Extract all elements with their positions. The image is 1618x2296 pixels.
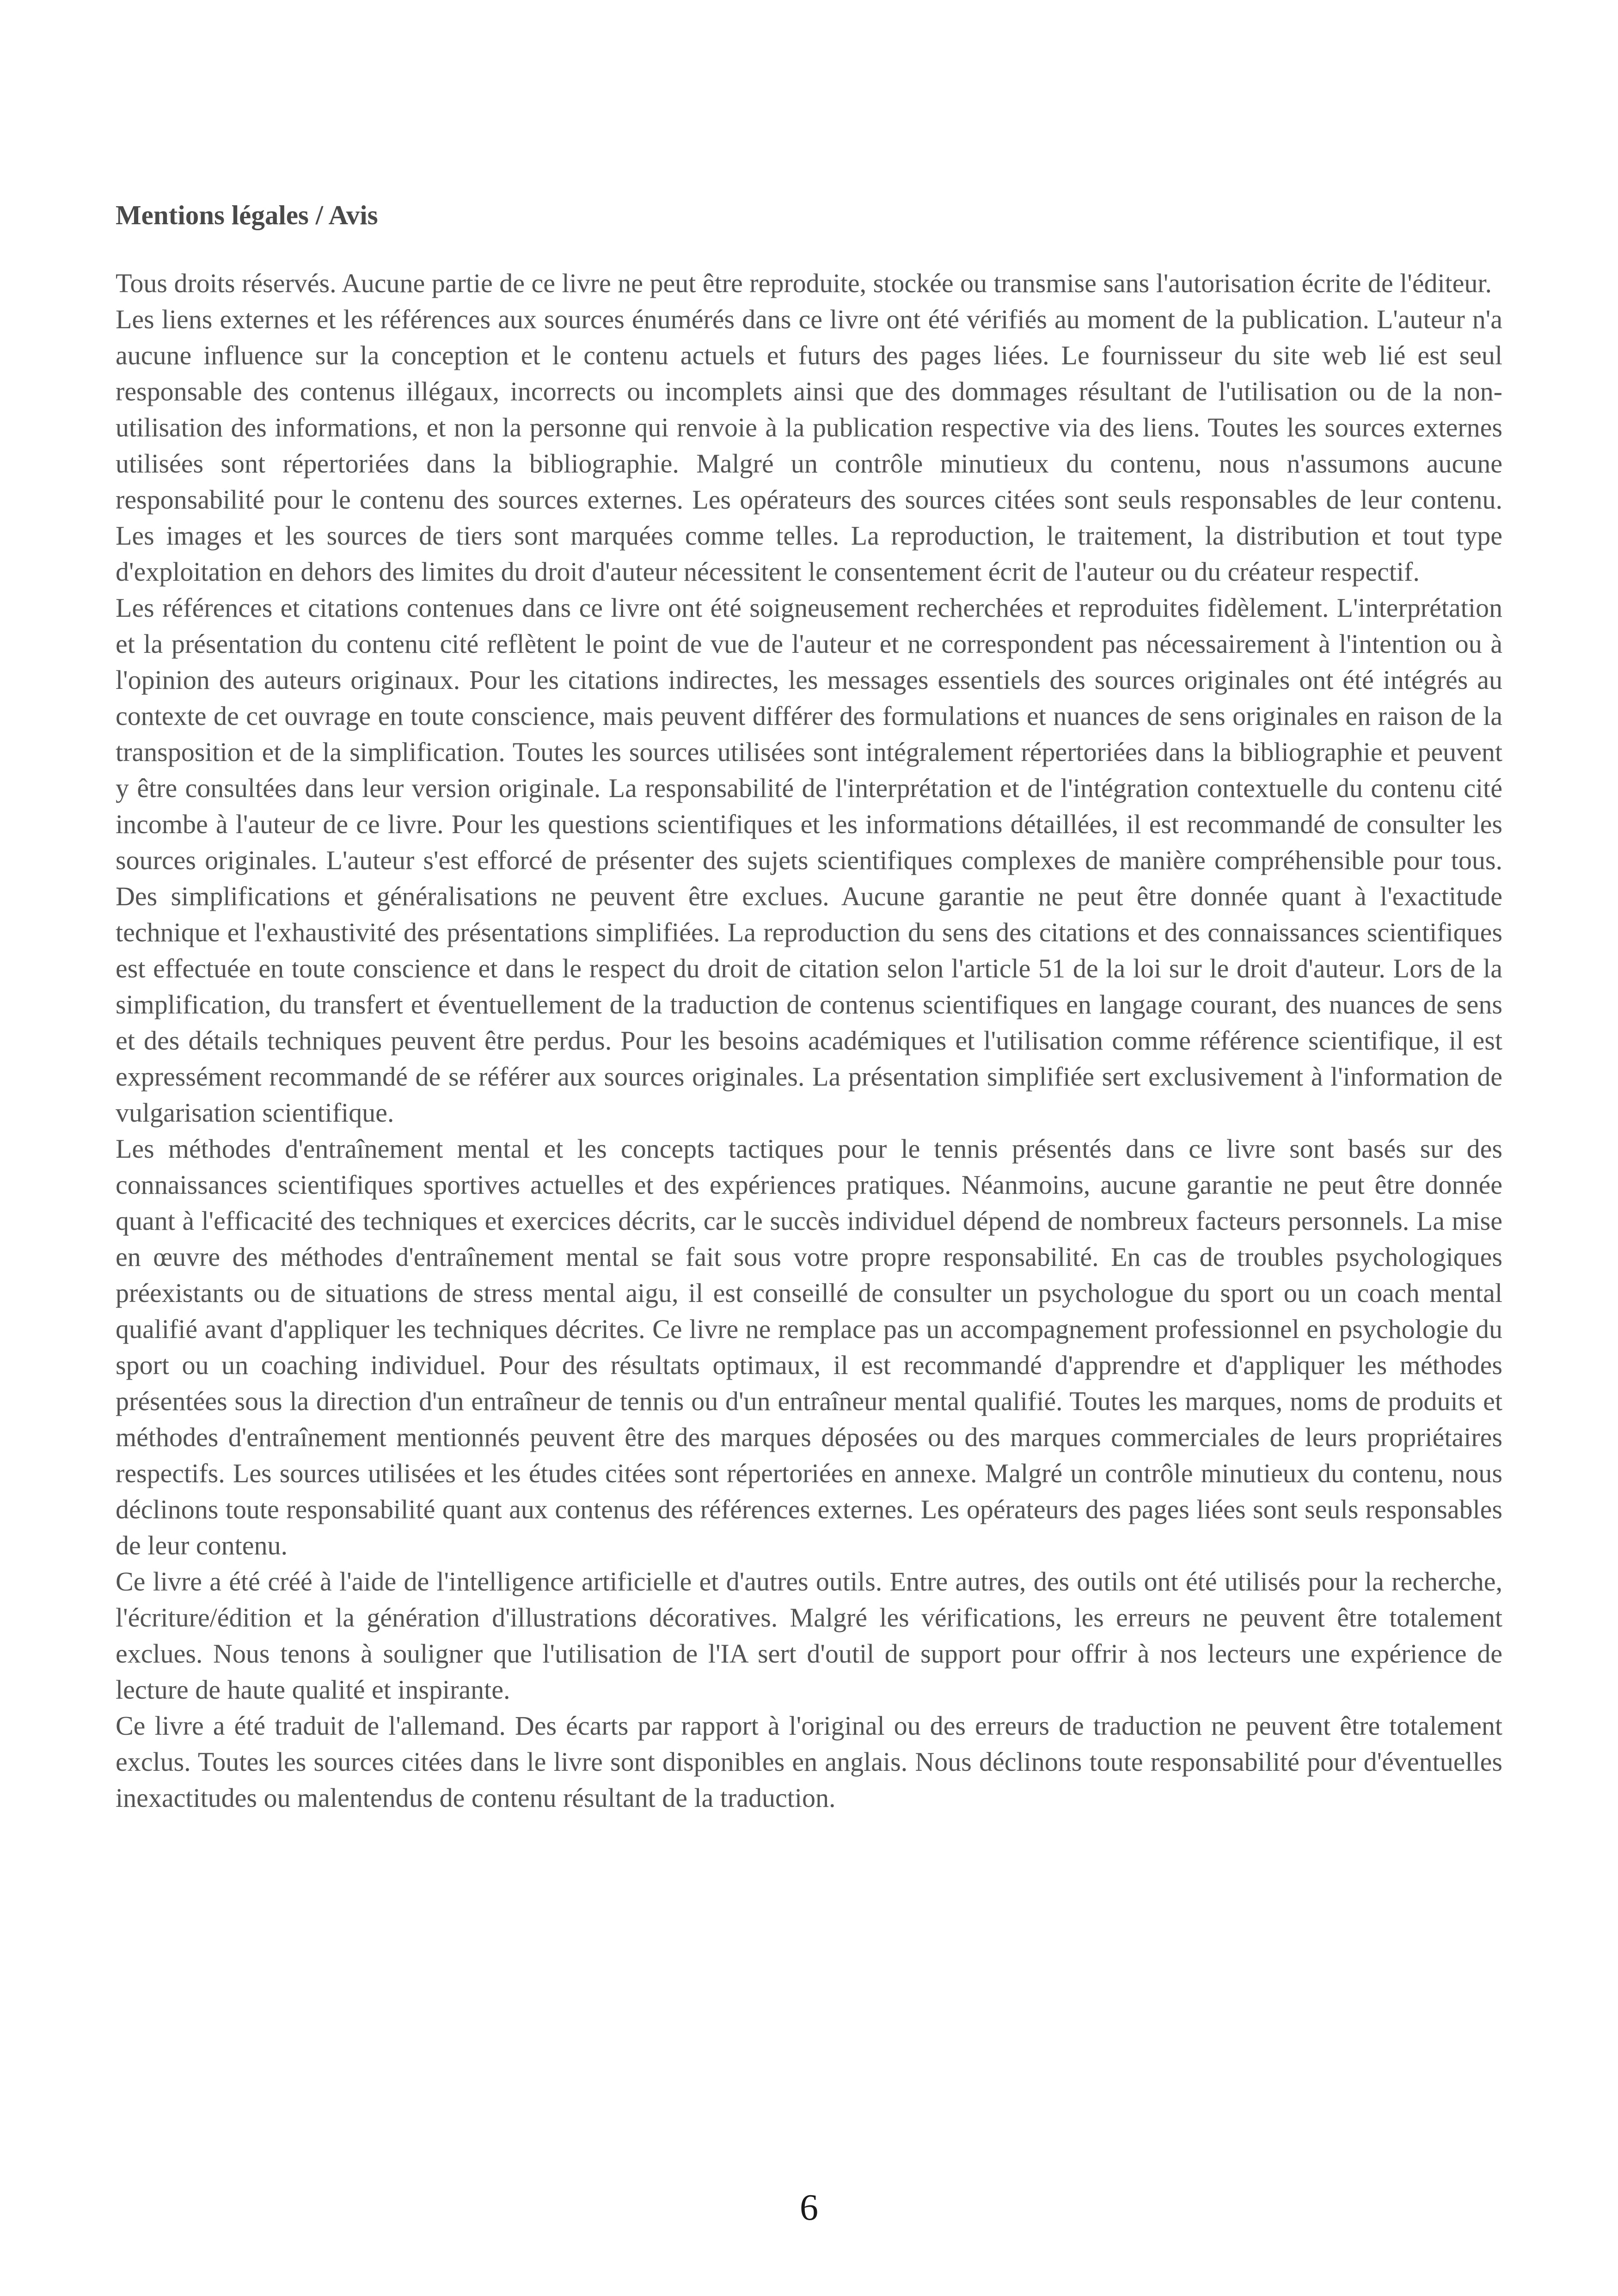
paragraph-rights: Tous droits réservés. Aucune partie de ce livre ne peut être reproduite, stockée ou transmise sans l'autorisation écrite de l'éditeur. — [116, 268, 1492, 298]
page-content — [116, 196, 1502, 1816]
section-heading: Mentions légales / Avis — [116, 200, 378, 230]
paragraph-citations: Les références et citations contenues dans ce livre ont été soigneusement recherchées et reproduites fidèlement. L'interprétation et la présentation du contenu cité reflètent le point de vue de l'auteur et ne correspondent pas nécessairement à l'intention ou à l'opinion des auteurs originaux. Pour les citations indirectes, les messages essentiels des sources originales ont été intégrés au contexte de cet ouvrage en toute conscience, mais peuvent différer des formulations et nuances de sens originales en raison de la transposition et de la simplification. Toutes les sources utilisées sont intégralement répertoriées dans la bibliographie et peuvent y être consultées dans leur version originale. La responsabilité de l'interprétation et de l'intégration contextuelle du contenu cité incombe à l'auteur de ce livre. Pour les questions scientifiques et les informations détaillées, il est recommandé de consulter les sources originales. L'auteur s'est efforcé de présenter des sujets scientifiques complexes de manière compréhensible pour tous. Des simplifications et généralisations ne peuvent être exclues. Aucune garantie ne peut être donnée quant à l'exactitude technique et l'exhaustivité des présentations simplifiées. La reproduction du sens des citations et des connaissances scientifiques est effectuée en toute conscience et dans le respect du droit de citation selon l'article 51 de la loi sur le droit d'auteur. Lors de la simplification, du transfert et éventuellement de la traduction de contenus scientifiques en langage courant, des nuances de sens et des détails techniques peuvent être perdus. Pour les besoins académiques et l'utilisation comme référence scientifique, il est expressément recommandé de se référer aux sources originales. La présentation simplifiée sert exclusivement à l'information de vulgarisation scientifique. — [116, 593, 1502, 1128]
paragraph-external-links: Les liens externes et les références aux sources énumérés dans ce livre ont été vérifiés au moment de la publication. L'auteur n'a aucune influence sur la conception et le contenu actuels et futurs des pages liées. Le fournisseur du site web lié est seul responsable des contenus illégaux, incorrects ou incomplets ainsi que des dommages résultant de l'utilisation ou de la non-utilisation des informations, et non la personne qui renvoie à la publication respective via des liens. Toutes les sources externes utilisées sont répertoriées dans la bibliographie. Malgré un contrôle minutieux du contenu, nous n'assumons aucune responsabilité pour le contenu des sources externes. Les opérateurs des sources citées sont seuls responsables de leur contenu. Les images et les sources de tiers sont marquées comme telles. La reproduction, le traitement, la distribution et tout type d'exploitation en dehors des limites du droit d'auteur nécessitent le consentement écrit de l'auteur ou du créateur respectif. — [116, 304, 1502, 587]
paragraph-translation: Ce livre a été traduit de l'allemand. Des écarts par rapport à l'original ou des erreurs de traduction ne peuvent être totalement exclus. Toutes les sources citées dans le livre sont disponibles en anglais. Nous déclinons toute responsabilité pour d'éventuelles inexactitudes ou malentendus de contenu résultant de la traduction. — [116, 1711, 1502, 1813]
paragraph-training-methods: Les méthodes d'entraînement mental et les concepts tactiques pour le tennis présentés dans ce livre sont basés sur des connaissances scientifiques sportives actuelles et des expériences pratiques. Néanmoins, aucune garantie ne peut être donnée quant à l'efficacité des techniques et exercices décrits, car le succès individuel dépend de nombreux facteurs personnels. La mise en œuvre des méthodes d'entraînement mental se fait sous votre propre responsabilité. En cas de troubles psychologiques préexistants ou de situations de stress mental aigu, il est conseillé de consulter un psychologue du sport ou un coach mental qualifié avant d'appliquer les techniques décrites. Ce livre ne remplace pas un accompagnement professionnel en psychologie du sport ou un coaching individuel. Pour des résultats optimaux, il est recommandé d'apprendre et d'appliquer les méthodes présentées sous la direction d'un entraîneur de tennis ou d'un entraîneur mental qualifié. Toutes les marques, noms de produits et méthodes d'entraînement mentionnés peuvent être des marques déposées ou des marques commerciales de leurs propriétaires respectifs. Les sources utilisées et les études citées sont répertoriées en annexe. Malgré un contrôle minutieux du contenu, nous déclinons toute responsabilité quant aux contenus des références externes. Les opérateurs des pages liées sont seuls responsables de leur contenu. — [116, 1134, 1502, 1560]
page-number: 6 — [800, 2187, 818, 2228]
paragraph-ai-usage: Ce livre a été créé à l'aide de l'intelligence artificielle et d'autres outils. Entre autres, des outils ont été utilisés pour la recherche, l'écriture/édition et la génération d'illustrations décoratives. Malgré les vérifications, les erreurs ne peuvent être totalement exclues. Nous tenons à souligner que l'utilisation de l'IA sert d'outil de support pour offrir à nos lecteurs une expérience de lecture de haute qualité et inspirante. — [116, 1566, 1502, 1705]
